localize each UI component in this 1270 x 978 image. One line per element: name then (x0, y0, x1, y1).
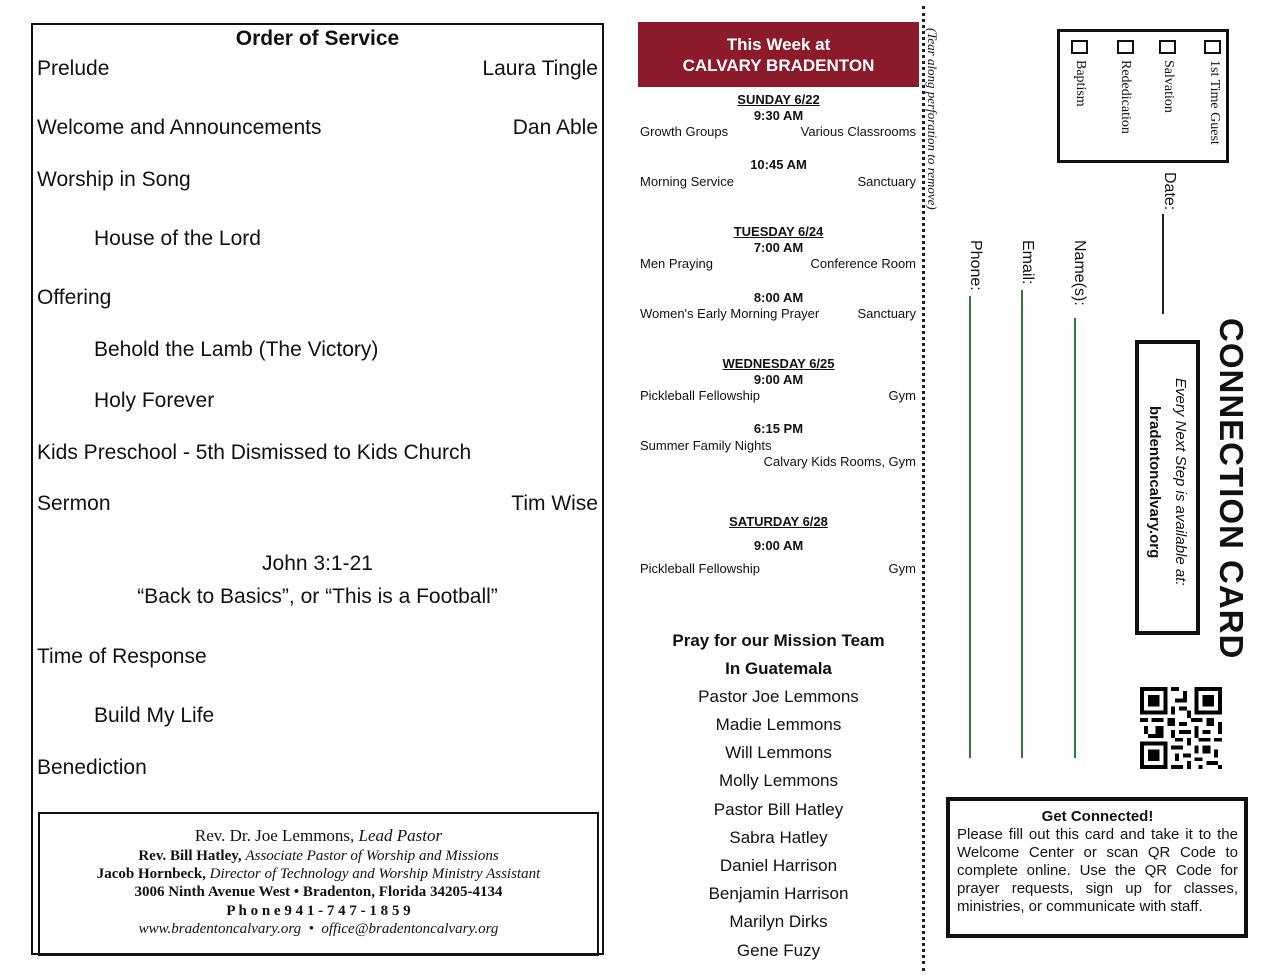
separator: • (308, 921, 314, 937)
event-row (640, 256, 916, 271)
scripture-text: John 3:1-21 (262, 552, 373, 575)
week-header (638, 22, 919, 87)
associate-pastor-role: Associate Pastor of Worship and Missions (245, 848, 499, 864)
song-row (94, 338, 598, 362)
name-label: Name(s): (1071, 240, 1088, 306)
checkbox-label: Baptism (1073, 60, 1088, 107)
website-box (1135, 340, 1200, 635)
date-label: Date: (1161, 172, 1178, 211)
director-role: Director of Technology and Worship Ministry Assistant (209, 866, 541, 882)
prayer-name: Daniel Harrison (719, 856, 838, 875)
offering-label: Offering (37, 286, 112, 309)
song-row (94, 227, 598, 251)
event-name: Pickleball Fellowship (640, 388, 760, 403)
prayer-title: Pray for our Mission Team (672, 631, 885, 650)
salvation-checkbox[interactable] (1159, 40, 1176, 54)
worship-label: Worship in Song (37, 168, 191, 191)
day-heading: WEDNESDAY 6/25 (722, 356, 835, 371)
first-time-guest-checkbox[interactable] (1204, 40, 1221, 54)
checkbox-group (1057, 29, 1229, 163)
address: 3006 Ninth Avenue West • Bradenton, Florida 34205-4134 (134, 884, 503, 900)
tagline: Every Next Step is available at: (1172, 378, 1189, 586)
order-of-service-panel (31, 23, 604, 955)
event-location: Calvary Kids Rooms, Gym (763, 454, 916, 469)
web-email-line (40, 921, 597, 938)
event-row (640, 306, 916, 321)
sermon-row (37, 492, 598, 516)
associate-pastor-line (40, 848, 597, 865)
director-line (40, 866, 597, 883)
event-time: 6:15 PM (753, 421, 804, 436)
prayer-name: Gene Fuzy (736, 941, 821, 960)
get-connected-body: Please fill out this card and take it to the Welcome Center or scan QR Code to complete online. Use the QR Code for prayer requests, sign up for classes, ministries, or communicate with staff. (957, 826, 1238, 915)
prayer-name: Marilyn Dirks (729, 912, 828, 931)
event-location: Various Classrooms (800, 124, 916, 139)
order-title: Order of Service (235, 27, 400, 50)
phone-field[interactable] (969, 296, 971, 758)
event-location: Conference Room (810, 256, 916, 271)
event-name: Men Praying (640, 256, 713, 271)
prelude-label: Prelude (37, 57, 110, 80)
sermon-title-text: “Back to Basics”, or “This is a Football” (137, 585, 498, 608)
event-name: Morning Service (640, 174, 734, 189)
phone-label: Phone: (967, 240, 984, 291)
week-header-line2: CALVARY BRADENTON (682, 56, 875, 75)
sermon-label: Sermon (37, 492, 111, 515)
song-title: House of the Lord (94, 227, 261, 250)
get-connected-title: Get Connected! (1041, 808, 1154, 825)
song-row (94, 389, 598, 413)
event-location: Sanctuary (857, 306, 916, 321)
event-name: Summer Family Nights (640, 438, 772, 453)
event-time: 9:30 AM (753, 108, 804, 123)
prelude-name: Laura Tingle (482, 57, 598, 80)
associate-pastor-name: Rev. Bill Hatley, (138, 848, 242, 864)
event-row (640, 174, 916, 189)
event-row (640, 124, 916, 139)
director-name: Jacob Hornbeck, (96, 866, 206, 882)
kids-label: Kids Preschool - 5th Dismissed to Kids Church (37, 441, 472, 464)
email-label: Email: (1019, 240, 1036, 285)
scripture (33, 552, 602, 576)
lead-pastor-name: Rev. Dr. Joe Lemmons, (194, 826, 355, 845)
event-location: Gym (888, 561, 916, 576)
prayer-name: Benjamin Harrison (708, 884, 849, 903)
rededication-checkbox[interactable] (1117, 40, 1134, 54)
event-time: 7:00 AM (753, 240, 804, 255)
event-time: 8:00 AM (753, 290, 804, 305)
prayer-name: Pastor Bill Hatley (713, 800, 844, 819)
checkbox-label: Salvation (1161, 60, 1176, 113)
event-location: Gym (888, 388, 916, 403)
prayer-name: Madie Lemmons (715, 715, 842, 734)
email-field[interactable] (1021, 290, 1023, 758)
lead-pastor-role: Lead Pastor (358, 826, 443, 845)
name-field[interactable] (1074, 318, 1076, 758)
sermon-title (33, 585, 602, 609)
event-row (640, 388, 916, 403)
event-location: Sanctuary (857, 174, 916, 189)
prayer-name: Molly Lemmons (718, 771, 839, 790)
get-connected-box (946, 797, 1248, 938)
event-time: 9:00 AM (753, 372, 804, 387)
song-title: Holy Forever (94, 389, 215, 412)
event-name: Women's Early Morning Prayer (640, 306, 820, 321)
day-heading: TUESDAY 6/24 (733, 224, 824, 239)
staff-info-box (38, 812, 599, 956)
day-heading: SUNDAY 6/22 (737, 92, 820, 107)
sermon-name: Tim Wise (511, 492, 598, 515)
response-row (37, 645, 598, 669)
offering-row (37, 286, 598, 310)
event-row (640, 438, 916, 453)
event-row (640, 561, 916, 576)
checkbox-label: Rededication (1118, 60, 1133, 134)
welcome-row (37, 116, 598, 140)
welcome-name: Dan Able (512, 116, 598, 139)
email-link[interactable]: office@bradentoncalvary.org (321, 921, 499, 937)
prayer-name: Pastor Joe Lemmons (698, 687, 859, 706)
response-label: Time of Response (37, 645, 207, 668)
welcome-label: Welcome and Announcements (37, 116, 322, 139)
event-name: Pickleball Fellowship (640, 561, 760, 576)
kids-row (37, 441, 598, 465)
event-time: 9:00 AM (753, 538, 804, 553)
prayer-name: Sabra Hatley (729, 828, 828, 847)
song-title: Build My Life (94, 704, 215, 727)
qr-code[interactable] (1140, 687, 1222, 769)
checkbox-label: 1st Time Guest (1207, 60, 1222, 145)
benediction-label: Benediction (37, 756, 147, 779)
prayer-name: Will Lemmons (725, 743, 832, 762)
baptism-checkbox[interactable] (1071, 40, 1088, 54)
website-url[interactable]: bradentoncalvary.org (1146, 406, 1163, 559)
worship-row (37, 168, 598, 192)
lead-pastor-line (40, 826, 597, 846)
week-header-line1: This Week at (726, 35, 831, 54)
event-name: Growth Groups (640, 124, 729, 139)
prelude-row (37, 57, 598, 81)
song-row (94, 704, 598, 728)
website-link[interactable]: www.bradentoncalvary.org (138, 921, 302, 937)
date-field[interactable] (1162, 214, 1164, 314)
song-title: Behold the Lamb (The Victory) (94, 338, 379, 361)
prayer-subtitle: In Guatemala (725, 659, 832, 678)
event-time: 10:45 AM (750, 157, 807, 172)
benediction-row (37, 756, 598, 780)
card-title: CONNECTION CARD (1213, 318, 1250, 660)
tear-note: (Tear along perforation to remove) (925, 28, 940, 210)
day-heading: SATURDAY 6/28 (729, 514, 828, 529)
phone: P h o n e 9 4 1 - 7 4 7 - 1 8 5 9 (226, 903, 411, 919)
